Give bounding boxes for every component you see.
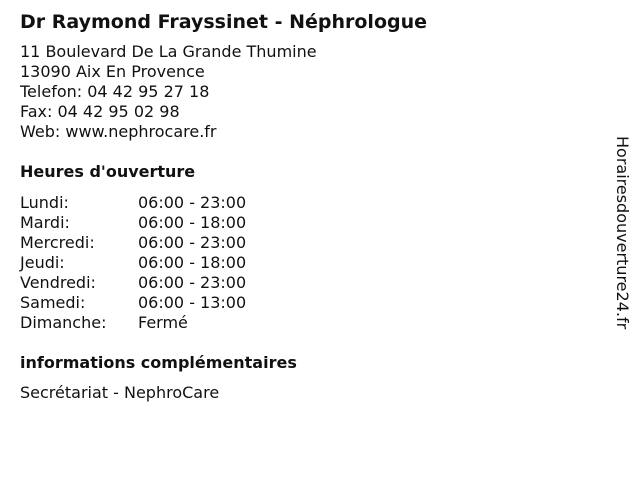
day-label: Dimanche: xyxy=(20,313,107,332)
hours-row-tuesday xyxy=(20,213,600,233)
time-range: Fermé xyxy=(138,313,188,332)
day-label: Mardi: xyxy=(20,213,70,232)
day-label: Mercredi: xyxy=(20,233,95,252)
time-range: 06:00 - 23:00 xyxy=(138,233,247,252)
contact-block xyxy=(20,42,600,142)
hours-table xyxy=(20,193,600,333)
hours-heading: Heures d'ouverture xyxy=(20,162,196,181)
listing-card xyxy=(20,10,600,403)
site-watermark-label: Horairesdouverture24.fr xyxy=(613,136,632,330)
hours-row-monday xyxy=(20,193,600,213)
hours-row-friday xyxy=(20,273,600,293)
info-heading: informations complémentaires xyxy=(20,353,297,372)
time-range: 06:00 - 18:00 xyxy=(138,253,247,272)
day-label: Samedi: xyxy=(20,293,86,312)
phone-number: Telefon: 04 42 95 27 18 xyxy=(20,82,210,101)
time-range: 06:00 - 18:00 xyxy=(138,213,247,232)
time-range: 06:00 - 23:00 xyxy=(138,273,247,292)
info-text: Secrétariat - NephroCare xyxy=(20,383,220,402)
site-watermark xyxy=(608,136,636,366)
city-address: 13090 Aix En Provence xyxy=(20,62,205,81)
day-label: Lundi: xyxy=(20,193,69,212)
time-range: 06:00 - 13:00 xyxy=(138,293,247,312)
day-label: Vendredi: xyxy=(20,273,96,292)
hours-row-sunday xyxy=(20,313,600,333)
hours-row-wednesday xyxy=(20,233,600,253)
hours-row-thursday xyxy=(20,253,600,273)
fax-number: Fax: 04 42 95 02 98 xyxy=(20,102,180,121)
page-title: Dr Raymond Frayssinet - Néphrologue xyxy=(20,11,428,33)
hours-row-saturday xyxy=(20,293,600,313)
website: Web: www.nephrocare.fr xyxy=(20,122,217,141)
day-label: Jeudi: xyxy=(20,253,65,272)
time-range: 06:00 - 23:00 xyxy=(138,193,247,212)
street-address: 11 Boulevard De La Grande Thumine xyxy=(20,42,317,61)
